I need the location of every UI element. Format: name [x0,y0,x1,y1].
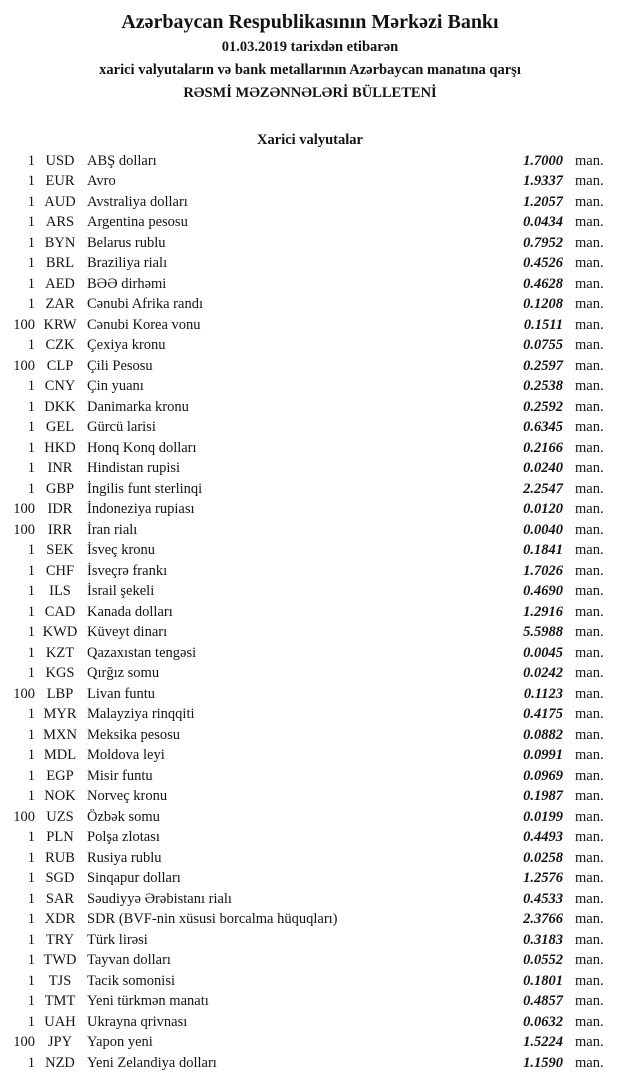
rate-value: 0.4526 [523,255,563,272]
currency-code: TWD [43,952,77,969]
rate-row [0,828,620,849]
quantity: 1 [27,214,35,231]
currency-name: İsveç kronu [87,542,156,559]
rate-value: 0.0552 [523,952,563,969]
unit-label: man. [575,870,604,887]
quantity: 100 [13,685,35,702]
rates-table [0,151,620,1074]
rate-row [0,254,620,275]
unit-label: man. [575,726,604,743]
currency-name: Türk lirəsi [87,931,148,948]
currency-code: UAH [44,1013,76,1030]
currency-code: MYR [43,706,77,723]
currency-code: KZT [45,644,75,661]
rate-value: 0.0258 [523,849,563,866]
bulletin-title: RƏSMİ MƏZƏNNƏLƏRİ BÜLLETENİ [183,85,437,101]
unit-label: man. [575,501,604,518]
unit-label: man. [575,542,604,559]
rate-row [0,623,620,644]
unit-label: man. [575,193,604,210]
currency-code: KRW [43,316,77,333]
unit-label: man. [575,706,604,723]
currency-name: Hindistan rupisi [87,460,181,477]
rate-value: 0.0240 [523,460,563,477]
rate-row [0,479,620,500]
currency-name: Çin yuanı [87,378,144,395]
rate-value: 0.2592 [523,398,563,415]
currency-code: PLN [46,829,74,846]
rate-row [0,438,620,459]
currency-code: RUB [45,849,75,866]
unit-label: man. [575,788,604,805]
currency-name: Yeni Zelandiya dolları [87,1054,217,1071]
currency-name: Avro [87,173,116,190]
currency-code: SAR [45,890,75,907]
currency-code: CAD [44,603,76,620]
rate-row [0,725,620,746]
rate-value: 5.5988 [523,624,563,641]
quantity: 1 [27,398,35,415]
currency-name: Kanada dolları [87,603,173,620]
rate-value: 2.2547 [523,480,563,497]
quantity: 1 [27,849,35,866]
rate-value: 0.1123 [523,685,563,702]
rate-value: 0.0040 [523,521,563,538]
rate-value: 0.0632 [523,1013,563,1030]
quantity: 1 [27,296,35,313]
currency-name: Qazaxıstan tengəsi [87,644,197,661]
rate-row [0,746,620,767]
currency-code: TRY [45,931,75,948]
quantity: 100 [13,316,35,333]
quantity: 1 [27,255,35,272]
quantity: 1 [27,173,35,190]
rate-value: 0.0199 [523,808,563,825]
rate-row [0,561,620,582]
quantity: 1 [27,1054,35,1071]
unit-label: man. [575,337,604,354]
currency-code: IDR [47,501,73,518]
currency-code: INR [47,460,73,477]
currency-code: KGS [45,665,75,682]
currency-code: HKD [44,439,76,456]
rate-value: 0.3183 [523,931,563,948]
currency-name: Livan funtu [87,685,156,702]
quantity: 1 [27,603,35,620]
quantity: 1 [27,152,35,169]
quantity: 1 [27,624,35,641]
rate-row [0,295,620,316]
currency-name: Qırğız somu [87,665,160,682]
currency-name: Moldova leyi [87,747,165,764]
currency-name: Danimarka kronu [87,398,189,415]
currency-name: Tacik somonisi [87,972,175,989]
currency-name: Polşa zlotası [87,829,160,846]
rate-value: 0.0755 [523,337,563,354]
currency-code: USD [45,152,75,169]
currency-name: İndoneziya rupiası [87,501,195,518]
rate-row [0,172,620,193]
rate-row [0,787,620,808]
rate-value: 0.1511 [523,316,563,333]
quantity: 100 [13,501,35,518]
rate-row [0,459,620,480]
quantity: 1 [27,419,35,436]
currency-code: ILS [49,583,71,600]
unit-label: man. [575,234,604,251]
unit-label: man. [575,1013,604,1030]
unit-label: man. [575,480,604,497]
rate-value: 1.7000 [523,152,563,169]
quantity: 1 [27,993,35,1010]
rate-row [0,151,620,172]
currency-name: Cənubi Afrika randı [87,296,203,313]
rate-value: 0.1801 [523,972,563,989]
unit-label: man. [575,1054,604,1071]
unit-label: man. [575,829,604,846]
unit-label: man. [575,152,604,169]
currency-code: NOK [44,788,76,805]
rate-value: 1.1590 [523,1054,563,1071]
quantity: 1 [27,275,35,292]
currency-code: NZD [45,1054,75,1071]
rate-value: 0.1208 [523,296,563,313]
currency-name: Səudiyyə Ərəbistanı rialı [87,890,232,907]
rate-value: 0.4493 [523,829,563,846]
unit-label: man. [575,275,604,292]
rate-row [0,951,620,972]
rate-value: 0.4857 [523,993,563,1010]
currency-name: Belarus rublu [87,234,166,251]
quantity: 1 [27,337,35,354]
currency-code: BRL [45,255,75,272]
unit-label: man. [575,173,604,190]
rate-row [0,582,620,603]
rate-value: 0.0991 [523,747,563,764]
unit-label: man. [575,214,604,231]
rate-row [0,1012,620,1033]
currency-code: TMT [44,993,76,1010]
rate-row [0,418,620,439]
quantity: 100 [13,1034,35,1051]
rate-row [0,315,620,336]
rate-value: 1.5224 [523,1034,563,1051]
rate-value: 0.4175 [523,706,563,723]
rate-row [0,684,620,705]
quantity: 1 [27,870,35,887]
currency-name: SDR (BVF-nin xüsusi borcalma hüquqları) [87,911,338,928]
rate-row [0,848,620,869]
currency-name: Braziliya rialı [87,255,168,272]
rate-row [0,807,620,828]
currency-code: MDL [43,747,77,764]
currency-name: İsveçrə frankı [87,562,168,579]
quantity: 1 [27,460,35,477]
currency-name: İngilis funt sterlinqi [87,480,203,497]
unit-label: man. [575,255,604,272]
unit-label: man. [575,911,604,928]
quantity: 1 [27,706,35,723]
rate-row [0,213,620,234]
quantity: 1 [27,952,35,969]
rate-row [0,869,620,890]
quantity: 1 [27,767,35,784]
quantity: 1 [27,378,35,395]
unit-label: man. [575,952,604,969]
currency-name: Çili Pesosu [87,357,153,374]
quantity: 1 [27,562,35,579]
currency-name: Sinqapur dolları [87,870,181,887]
rate-row [0,705,620,726]
unit-label: man. [575,849,604,866]
rate-value: 0.0434 [523,214,563,231]
currency-code: BYN [44,234,76,251]
quantity: 100 [13,521,35,538]
rate-value: 0.1841 [523,542,563,559]
unit-label: man. [575,931,604,948]
currency-name: Avstraliya dolları [87,193,188,210]
currency-name: Cənubi Korea vonu [87,316,201,333]
rate-value: 0.0120 [523,501,563,518]
rate-row [0,192,620,213]
rate-row [0,602,620,623]
rate-row [0,766,620,787]
currency-code: KWD [42,624,78,641]
quantity: 1 [27,829,35,846]
subtitle-line: xarici valyutaların və bank metallarının Azərbaycan manatına qarşı [99,62,521,78]
currency-code: EUR [45,173,75,190]
quantity: 1 [27,644,35,661]
quantity: 1 [27,193,35,210]
currency-code: CHF [45,562,75,579]
currency-name: Misir funtu [87,767,153,784]
currency-code: SEK [46,542,74,559]
rate-row [0,664,620,685]
currency-name: Çexiya kronu [87,337,166,354]
unit-label: man. [575,665,604,682]
currency-name: Argentina pesosu [87,214,188,231]
currency-code: LBP [46,685,74,702]
unit-label: man. [575,378,604,395]
currency-code: CNY [44,378,76,395]
currency-name: BƏƏ dirhəmi [87,275,167,292]
unit-label: man. [575,316,604,333]
quantity: 1 [27,972,35,989]
unit-label: man. [575,993,604,1010]
unit-label: man. [575,562,604,579]
quantity: 100 [13,808,35,825]
quantity: 1 [27,234,35,251]
page-title: Azərbaycan Respublikasının Mərkəzi Bankı [121,11,499,33]
currency-name: Norveç kronu [87,788,168,805]
currency-name: ABŞ dolları [87,152,157,169]
currency-name: İsrail şekeli [87,583,155,600]
rate-row [0,930,620,951]
rate-value: 0.2166 [523,439,563,456]
currency-code: AUD [44,193,76,210]
rate-value: 0.4628 [523,275,563,292]
currency-name: Honq Konq dolları [87,439,197,456]
currency-code: MXN [43,726,77,743]
currency-name: Özbək somu [87,808,160,825]
quantity: 1 [27,747,35,764]
currency-code: GEL [45,419,75,436]
rate-value: 1.2576 [523,870,563,887]
unit-label: man. [575,890,604,907]
currency-code: IRR [47,521,73,538]
rate-value: 1.9337 [523,173,563,190]
unit-label: man. [575,296,604,313]
currency-code: GBP [45,480,75,497]
rate-value: 0.7952 [523,234,563,251]
unit-label: man. [575,583,604,600]
rate-value: 0.2538 [523,378,563,395]
rate-value: 0.6345 [523,419,563,436]
rate-value: 1.2057 [523,193,563,210]
rate-row [0,1053,620,1074]
currency-code: SGD [45,870,75,887]
unit-label: man. [575,767,604,784]
rate-value: 0.2597 [523,357,563,374]
quantity: 1 [27,1013,35,1030]
currency-code: UZS [46,808,74,825]
quantity: 1 [27,890,35,907]
unit-label: man. [575,419,604,436]
unit-label: man. [575,460,604,477]
unit-label: man. [575,808,604,825]
rate-value: 0.0882 [523,726,563,743]
section-title: Xarici valyutalar [257,132,363,148]
currency-name: Gürcü larisi [87,419,156,436]
date-line: 01.03.2019 tarixdən etibarən [221,39,399,55]
currency-code: ARS [45,214,75,231]
rate-value: 2.3766 [523,911,563,928]
currency-code: EGP [46,767,74,784]
unit-label: man. [575,624,604,641]
currency-code: XDR [44,911,76,928]
unit-label: man. [575,398,604,415]
currency-name: Malayziya rinqqiti [87,706,195,723]
quantity: 1 [27,583,35,600]
currency-name: Yapon yeni [87,1034,153,1051]
rate-row [0,356,620,377]
quantity: 1 [27,726,35,743]
currency-code: CLP [46,357,74,374]
unit-label: man. [575,357,604,374]
unit-label: man. [575,1034,604,1051]
rate-row [0,643,620,664]
rate-row [0,910,620,931]
rate-row [0,889,620,910]
rate-value: 0.1987 [523,788,563,805]
quantity: 1 [27,911,35,928]
quantity: 1 [27,665,35,682]
quantity: 1 [27,931,35,948]
unit-label: man. [575,747,604,764]
unit-label: man. [575,972,604,989]
unit-label: man. [575,685,604,702]
quantity: 1 [27,788,35,805]
currency-name: Yeni türkmən manatı [87,993,209,1010]
unit-label: man. [575,439,604,456]
currency-code: ZAR [45,296,75,313]
unit-label: man. [575,644,604,661]
rate-row [0,377,620,398]
rate-row [0,274,620,295]
currency-name: Küveyt dinarı [87,624,168,641]
rate-value: 0.4690 [523,583,563,600]
currency-code: DKK [44,398,76,415]
currency-code: JPY [47,1034,73,1051]
rate-value: 1.2916 [523,603,563,620]
rate-value: 0.4533 [523,890,563,907]
quantity: 100 [13,357,35,374]
rate-row [0,336,620,357]
quantity: 1 [27,439,35,456]
rate-row [0,992,620,1013]
rate-value: 0.0242 [523,665,563,682]
unit-label: man. [575,521,604,538]
currency-name: İran rialı [87,521,138,538]
rate-row [0,541,620,562]
rate-row [0,500,620,521]
rate-row [0,520,620,541]
currency-code: TJS [48,972,72,989]
currency-name: Ukrayna qrivnası [87,1013,188,1030]
unit-label: man. [575,603,604,620]
rate-row [0,397,620,418]
rate-value: 1.7026 [523,562,563,579]
quantity: 1 [27,542,35,559]
currency-code: AED [45,275,75,292]
rate-value: 0.0969 [523,767,563,784]
currency-name: Meksika pesosu [87,726,181,743]
rate-row [0,233,620,254]
rate-value: 0.0045 [523,644,563,661]
rate-row [0,971,620,992]
currency-code: CZK [45,337,75,354]
currency-name: Rusiya rublu [87,849,162,866]
quantity: 1 [27,480,35,497]
currency-name: Tayvan dolları [87,952,171,969]
rate-row [0,1033,620,1054]
